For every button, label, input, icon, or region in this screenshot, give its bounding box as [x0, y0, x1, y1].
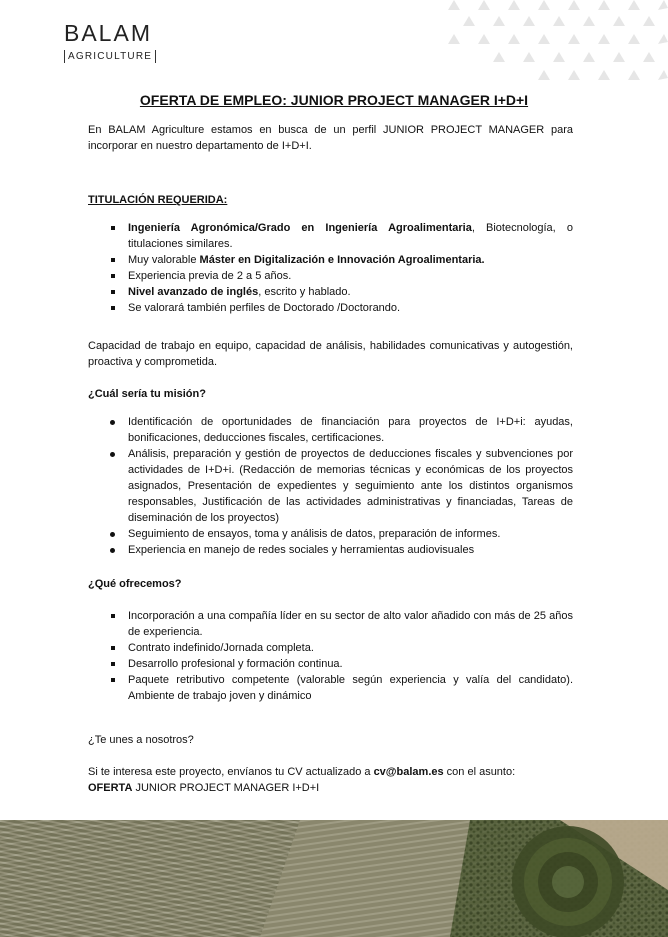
- requirements-heading: TITULACIÓN REQUERIDA:: [88, 194, 228, 206]
- mission-heading: ¿Cuál sería tu misión?: [88, 388, 206, 400]
- page-title: OFERTA DE EMPLEO: JUNIOR PROJECT MANAGER I+D+I: [139, 92, 529, 108]
- apply-paragraph: Si te interesa este proyecto, envíanos tu CV actualizado a cv@balam.es con el asunto: OFERTA JUNIOR PROJECT MANAGER I+D+I: [88, 766, 516, 794]
- capacity-paragraph: Capacidad de trabajo en equipo, capacidad de análisis, habilidades comunicativas y autogestión, proactiva y comprometida.: [88, 340, 573, 368]
- list-item: Desarrollo profesional y formación continua.: [88, 656, 573, 672]
- list-item: Análisis, preparación y gestión de proyectos de deducciones fiscales y subvenciones por actividades de I+D+i. (Redacción de memorias técnicas y económicas de los proyectos asignados, Presentación de expedientes y seguimiento ante los distintos organismos responsables, Justificación de las actividades administrativas y financiadas, Tareas de diseminación de los proyectos): [88, 446, 573, 526]
- list-item: Incorporación a una compañía líder en su sector de alto valor añadido con más de 25 años de experiencia.: [88, 608, 573, 640]
- list-item: Contrato indefinido/Jornada completa.: [88, 640, 573, 656]
- aerial-farmland-image: [0, 820, 668, 937]
- list-item: Nivel avanzado de inglés, escrito y hablado.: [88, 284, 573, 300]
- question-line: ¿Te unes a nosotros?: [88, 734, 194, 746]
- decorative-triangle-pattern: [438, 0, 668, 100]
- list-item: Ingeniería Agronómica/Grado en Ingeniería Agroalimentaria, Biotecnología, o titulaciones similares.: [88, 220, 573, 252]
- list-item: Se valorará también perfiles de Doctorado /Doctorando.: [88, 300, 573, 316]
- mission-list: [88, 414, 573, 558]
- offer-heading: ¿Qué ofrecemos?: [88, 578, 182, 590]
- list-item: Muy valorable Máster en Digitalización e Innovación Agroalimentaria.: [88, 252, 573, 268]
- list-item: Seguimiento de ensayos, toma y análisis de datos, preparación de informes.: [88, 526, 573, 542]
- list-item: Identificación de oportunidades de financiación para proyectos de I+D+i: ayudas, bonificaciones, deducciones fiscales, certificaciones.: [88, 414, 573, 446]
- offer-list: [88, 608, 573, 704]
- list-item: Paquete retributivo competente (valorable según experiencia y valía del candidato). Ambiente de trabajo joven y dinámico: [88, 672, 573, 704]
- list-item: Experiencia previa de 2 a 5 años.: [88, 268, 573, 284]
- company-logo: [64, 20, 156, 64]
- list-item: Experiencia en manejo de redes sociales y herramientas audiovisuales: [88, 542, 573, 558]
- requirements-list: [88, 220, 573, 316]
- intro-paragraph: En BALAM Agriculture estamos en busca de un perfil JUNIOR PROJECT MANAGER para incorporar en nuestro departamento de I+D+I.: [88, 124, 573, 152]
- job-offer-body: [88, 122, 573, 796]
- contact-email[interactable]: cv@balam.es: [373, 766, 444, 778]
- logo-subtitle: AGRICULTURE: [64, 50, 156, 63]
- logo-wordmark: BALAM: [64, 20, 152, 46]
